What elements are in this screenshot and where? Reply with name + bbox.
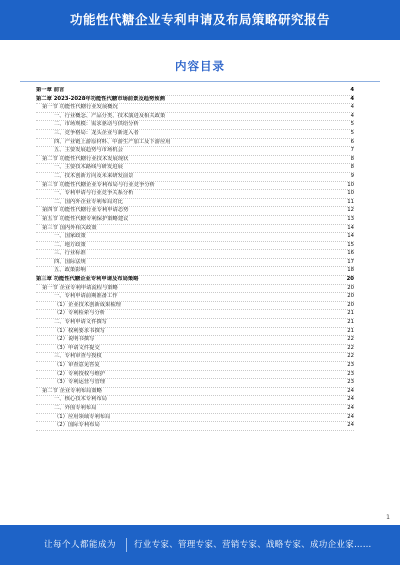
toc-entry[interactable] (36, 293, 354, 302)
toc-entry-page: 24 (347, 404, 354, 411)
toc-entry[interactable] (36, 371, 354, 380)
toc-entry-label: 第一节 企业专利申请流程与策略 (42, 284, 118, 291)
toc-entry-label: 第三节 国内外相关政策 (42, 224, 97, 231)
footer-slogan: 让每个人都能成为 (44, 540, 117, 550)
toc-entry[interactable] (36, 362, 354, 371)
toc-entry[interactable] (36, 121, 354, 130)
toc-entry-label: 第二章 2023-2028年功能性代糖市场前景及趋势预测 (36, 95, 165, 102)
toc-entry[interactable] (36, 328, 354, 337)
toc-entry-label: 四、国际法规 (54, 258, 86, 265)
toc-entry-label: 第三章 功能性代糖企业专利申请及布局策略 (36, 276, 139, 283)
toc-entry-label: 三、竞争格局：龙头企业与新进入者 (54, 129, 139, 136)
toc-entry-page: 20 (346, 276, 354, 283)
toc-entry[interactable] (36, 259, 354, 268)
toc-entry-page: 20 (347, 293, 354, 300)
toc-entry-page: 24 (347, 413, 354, 420)
toc-entry[interactable] (36, 225, 354, 234)
toc-entry-label: 二、专利申请文件撰写 (54, 319, 107, 326)
toc-heading-divider (20, 81, 380, 82)
footer-divider (126, 538, 127, 552)
toc-entry-page: 10 (347, 181, 354, 188)
toc-entry-page: 23 (347, 379, 354, 386)
toc-entry-label: 一、专利申请与行业竞争关系分析 (54, 190, 134, 197)
toc-entry-page: 8 (350, 155, 354, 162)
toc-entry[interactable] (36, 104, 354, 113)
toc-entry-page: 22 (347, 353, 354, 360)
toc-entry[interactable] (36, 267, 354, 276)
toc-entry-label: 二、外围专利布局 (54, 404, 97, 411)
toc-entry-page: 24 (347, 396, 354, 403)
toc-entry-label: 第四节 功能性代糖行业专利申请态势 (42, 207, 129, 214)
toc-entry-page: 4 (350, 104, 354, 111)
toc-entry-label: （2）专利检索与分析 (54, 310, 106, 317)
toc-entry[interactable] (36, 285, 354, 294)
toc-entry[interactable] (36, 422, 354, 431)
toc-entry[interactable] (36, 96, 354, 105)
footer-tagline: 行业专家、管理专家、营销专家、战略专家、成功企业家…… (134, 540, 372, 550)
toc-entry-label: 四、产业链上游原材料、中游生产加工及下游应用 (54, 138, 171, 145)
toc-entry[interactable] (36, 353, 354, 362)
toc-entry-label: （2）国际专利布局 (54, 422, 100, 429)
toc-entry[interactable] (36, 199, 354, 208)
toc-entry[interactable] (36, 113, 354, 122)
page-number-mark: 1 (386, 514, 390, 521)
toc-entry-page: 9 (350, 172, 354, 179)
toc-entry-label: 二、市场规模：需求驱动与供给分析 (54, 121, 139, 128)
toc-entry-label: 二、地方政策 (54, 241, 86, 248)
toc-entry-page: 23 (347, 362, 354, 368)
toc-entry-label: 五、主要发展趋势与市场机会 (54, 147, 123, 154)
toc-entry[interactable] (36, 379, 354, 388)
toc-entry-page: 14 (347, 233, 354, 240)
report-footer-bar (0, 525, 400, 565)
toc-entry[interactable] (36, 233, 354, 242)
toc-entry-page: 21 (347, 327, 354, 334)
toc-entry-page: 10 (347, 190, 354, 197)
toc-entry-page: 22 (347, 344, 354, 351)
toc-entry-label: 第二节 企业专利布局策略 (42, 387, 102, 394)
toc-entry[interactable] (36, 396, 354, 405)
toc-entry-label: 一、专利申请前期准备工作 (54, 293, 118, 300)
toc-entry-page: 14 (347, 224, 354, 231)
toc-entry-label: 二、国内外企业专利布局对比 (54, 198, 123, 205)
toc-entry-label: （2）专利授权与维护 (54, 370, 106, 377)
toc-entry[interactable] (36, 345, 354, 354)
toc-entry-label: （3）专利运营与管理 (54, 379, 106, 386)
toc-entry-label: 一、国家政策 (54, 233, 86, 240)
toc-entry[interactable] (36, 173, 354, 182)
toc-entry-label: 一、行业概念、产品分类、技术演进及相关政策 (54, 112, 166, 119)
toc-entry-page: 22 (347, 336, 354, 343)
toc-entry[interactable] (36, 250, 354, 259)
toc-entry-label: 一、核心技术专利布局 (54, 396, 107, 403)
toc-entry-page: 5 (350, 129, 354, 136)
toc-entry-page: 5 (350, 121, 354, 128)
toc-entry-page: 23 (347, 370, 354, 377)
toc-entry-page: 4 (350, 95, 354, 102)
toc-entry-page: 24 (347, 387, 354, 394)
toc-entry[interactable] (36, 310, 354, 319)
toc-entry-label: 三、专利审查与授权 (54, 353, 102, 360)
toc-entry-label: 一、主要技术路线与研发进展 (54, 164, 123, 171)
table-of-contents (36, 87, 354, 431)
toc-entry-page: 16 (347, 250, 354, 257)
toc-entry-page: 15 (347, 241, 354, 248)
toc-entry-page: 20 (347, 284, 354, 291)
toc-entry-label: （3）申请文件提交 (54, 344, 100, 351)
toc-entry-label: 二、技术创新方向及未来研发前景 (54, 172, 134, 179)
toc-entry[interactable] (36, 216, 354, 225)
toc-entry[interactable] (36, 130, 354, 139)
toc-entry-label: 第一节 功能性代糖行业发展概况 (42, 104, 118, 111)
toc-entry-label: 第三节 功能性代糖企业专利布局与行业竞争分析 (42, 181, 155, 188)
toc-entry[interactable] (36, 139, 354, 148)
toc-entry-label: （1）权利要求书撰写 (54, 327, 106, 334)
toc-entry-page: 6 (350, 138, 354, 145)
toc-entry[interactable] (36, 164, 354, 173)
toc-entry-page: 12 (347, 207, 354, 214)
toc-heading: 内容目录 (175, 59, 225, 73)
toc-entry-page: 8 (350, 164, 354, 171)
toc-entry-label: 第二节 功能性代糖行业技术发展现状 (42, 155, 129, 162)
toc-entry[interactable] (36, 242, 354, 251)
toc-entry-page: 11 (347, 198, 354, 205)
toc-entry-label: 三、行业标准 (54, 250, 86, 257)
toc-entry-page: 7 (350, 147, 354, 154)
toc-entry[interactable] (36, 87, 354, 96)
toc-entry-label: 第五节 功能性代糖专利保护策略建议 (42, 215, 129, 222)
report-title: 功能性代糖企业专利申请及布局策略研究报告 (69, 12, 330, 27)
toc-entry[interactable] (36, 302, 354, 311)
toc-entry[interactable] (36, 182, 354, 191)
toc-entry-page: 18 (347, 267, 354, 274)
toc-entry[interactable] (36, 388, 354, 397)
toc-entry-page: 21 (347, 319, 354, 326)
toc-entry-page: 4 (350, 112, 354, 119)
toc-entry[interactable] (36, 207, 354, 216)
toc-entry[interactable] (36, 405, 354, 414)
toc-entry[interactable] (36, 147, 354, 156)
toc-entry[interactable] (36, 190, 354, 199)
toc-entry-page: 20 (347, 301, 354, 308)
toc-entry[interactable] (36, 156, 354, 165)
toc-entry-label: （1）审查意见答复 (54, 362, 100, 368)
report-header-bar (0, 0, 400, 40)
toc-entry[interactable] (36, 336, 354, 345)
toc-entry-page: 13 (347, 215, 354, 222)
toc-entry[interactable] (36, 319, 354, 328)
toc-entry-page: 21 (347, 310, 354, 317)
toc-entry-page: 4 (350, 87, 354, 93)
toc-entry-label: 第一章 前言 (36, 87, 65, 93)
toc-entry-label: （2）说明书撰写 (54, 336, 95, 343)
toc-entry[interactable] (36, 276, 354, 285)
toc-entry-page: 17 (347, 258, 354, 265)
toc-entry-page: 24 (347, 422, 354, 429)
toc-entry-label: （1）应用领域专利布局 (54, 413, 111, 420)
toc-entry-label: （1）企业技术创新成果梳理 (54, 301, 121, 308)
toc-entry[interactable] (36, 414, 354, 423)
toc-entry-label: 五、政策影响 (54, 267, 86, 274)
